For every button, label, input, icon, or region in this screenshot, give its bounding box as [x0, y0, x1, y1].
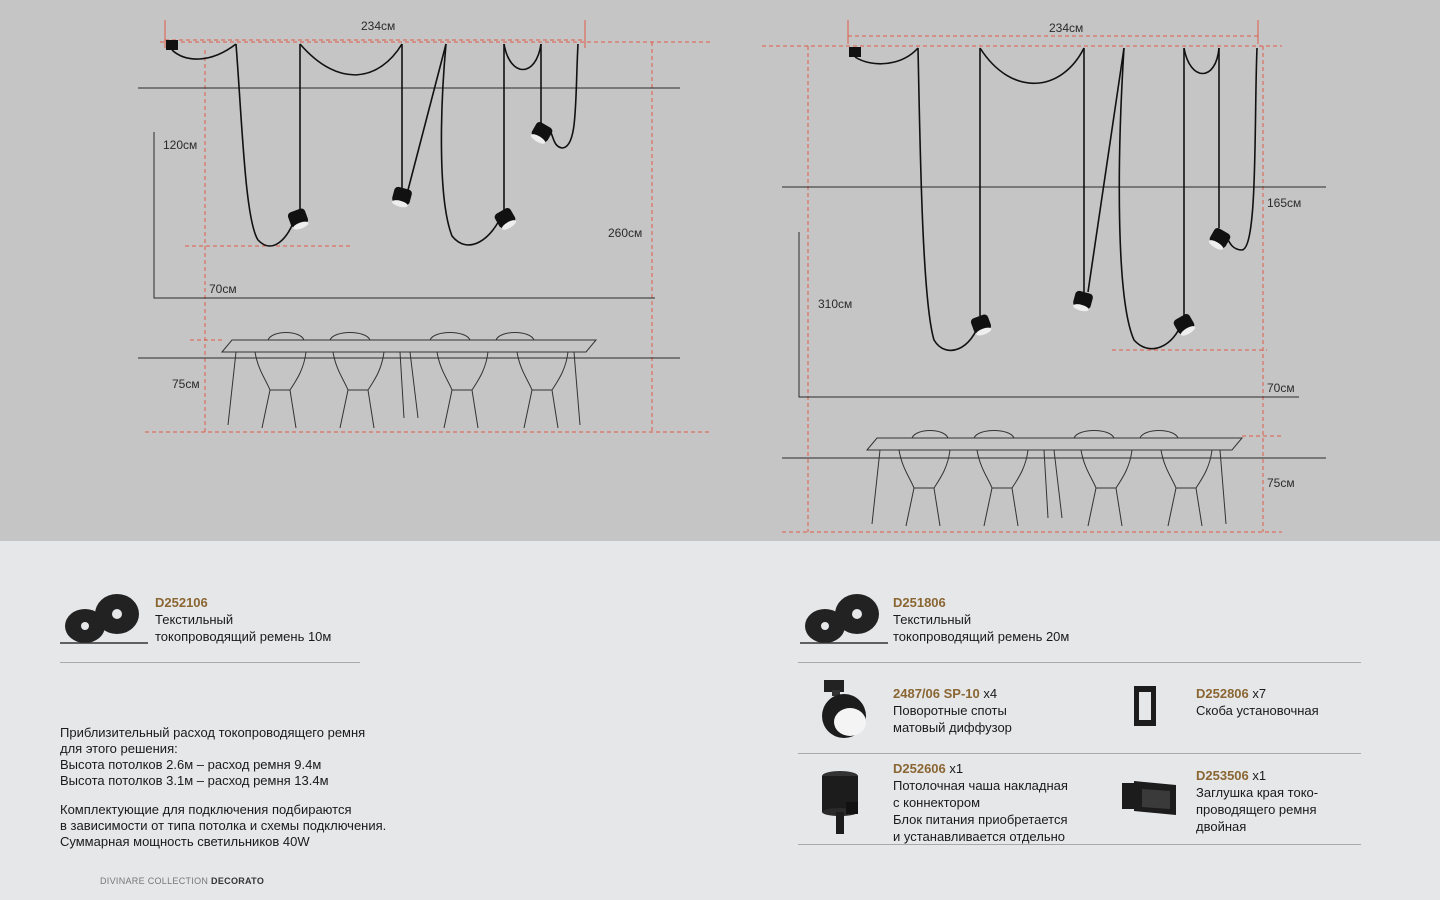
note-line: Высота потолков 2.6м – расход ремня 9.4м	[60, 757, 322, 772]
consumption-note	[60, 725, 365, 789]
footer-collection: DECORATO	[211, 876, 265, 886]
product-desc-line1: Заглушка края токо-	[1196, 785, 1319, 800]
spot-lamps	[970, 227, 1232, 338]
divider	[60, 662, 360, 663]
divider	[798, 844, 1361, 845]
note-line: Суммарная мощность светильников 40W	[60, 834, 310, 849]
width-label: 234см	[1049, 21, 1084, 35]
note-line: Приблизительный расход токопроводящего ремня	[60, 725, 366, 740]
product-qty: x1	[949, 761, 964, 776]
table-with-chairs	[222, 333, 596, 429]
product-desc-line3: Блок питания приобретается	[893, 812, 1068, 827]
note-line: Высота потолков 3.1м – расход ремня 13.4м	[60, 773, 329, 788]
product-spot	[893, 685, 1012, 736]
ceiling-height-label: 310см	[818, 297, 853, 311]
table-height-label: 75см	[172, 377, 200, 391]
ceiling-cup-icon	[818, 768, 868, 838]
note-line: Комплектующие для подключения подбираются	[60, 802, 352, 817]
product-code: 2487/06 SP-10	[893, 686, 980, 701]
components-note	[60, 802, 386, 850]
diagram-ceiling-310	[722, 0, 1440, 541]
end-cap-icon	[1120, 775, 1180, 825]
product-code: D252106	[155, 595, 208, 610]
installation-diagram-left	[0, 0, 722, 541]
product-bracket	[1196, 685, 1319, 719]
ceiling-height-label: 260см	[608, 226, 643, 240]
reference-lines	[138, 88, 680, 358]
table-with-chairs	[867, 431, 1242, 527]
table-height-label: 75см	[1267, 476, 1295, 490]
belt-roll-icon	[60, 586, 150, 646]
cable-drop-label: 165см	[1267, 196, 1302, 210]
product-end-cap	[1196, 767, 1318, 835]
product-desc-line2: проводящего ремня	[1196, 802, 1317, 817]
product-desc-line1: Скоба установочная	[1196, 703, 1319, 718]
product-qty: x4	[983, 686, 998, 701]
ceiling-connector	[166, 40, 178, 50]
width-label: 234см	[361, 19, 396, 33]
divider	[798, 662, 1361, 663]
installation-diagram-right	[722, 0, 1440, 541]
product-ceiling-cup	[893, 760, 1068, 845]
footer-brand-text: DIVINARE COLLECTION	[100, 876, 209, 886]
note-line: для этого решения:	[60, 741, 178, 756]
product-desc-line2: матовый диффузор	[893, 720, 1012, 735]
product-qty: x1	[1252, 768, 1267, 783]
product-belt-20m	[893, 594, 1069, 645]
product-desc-line2: с коннектором	[893, 795, 981, 810]
above-table-label: 70см	[1267, 381, 1295, 395]
note-line: в зависимости от типа потолка и схемы подключения.	[60, 818, 387, 833]
spot-lamp-icon	[816, 678, 872, 740]
product-desc-line1: Поворотные споты	[893, 703, 1007, 718]
product-desc-line1: Потолочная чаша накладная	[893, 778, 1068, 793]
textile-belt-cables	[855, 48, 1257, 350]
product-desc-line3: двойная	[1196, 819, 1247, 834]
product-code: D251806	[893, 595, 946, 610]
product-desc-line1: Текстильный	[155, 612, 234, 627]
spot-lamps	[287, 121, 554, 232]
above-table-label: 70см	[209, 282, 237, 296]
cable-drop-label: 120см	[163, 138, 198, 152]
product-desc-line2: токопроводящий ремень 10м	[155, 629, 332, 644]
ceiling-connector	[849, 47, 861, 57]
textile-belt-cables	[172, 44, 578, 246]
belt-roll-icon	[800, 586, 890, 646]
diagram-ceiling-260	[0, 0, 722, 541]
product-code: D252806	[1196, 686, 1249, 701]
product-belt-10m	[155, 594, 331, 645]
divider	[798, 753, 1361, 754]
reference-lines	[782, 187, 1326, 458]
product-code: D252606	[893, 761, 946, 776]
product-qty: x7	[1252, 686, 1267, 701]
product-desc-line4: и устанавливается отдельно	[893, 829, 1065, 844]
footer-brand	[100, 876, 264, 886]
product-code: D253506	[1196, 768, 1249, 783]
dimension-lines	[762, 20, 1282, 532]
bracket-icon	[1130, 684, 1162, 730]
product-desc-line2: токопроводящий ремень 20м	[893, 629, 1070, 644]
product-desc-line1: Текстильный	[893, 612, 972, 627]
